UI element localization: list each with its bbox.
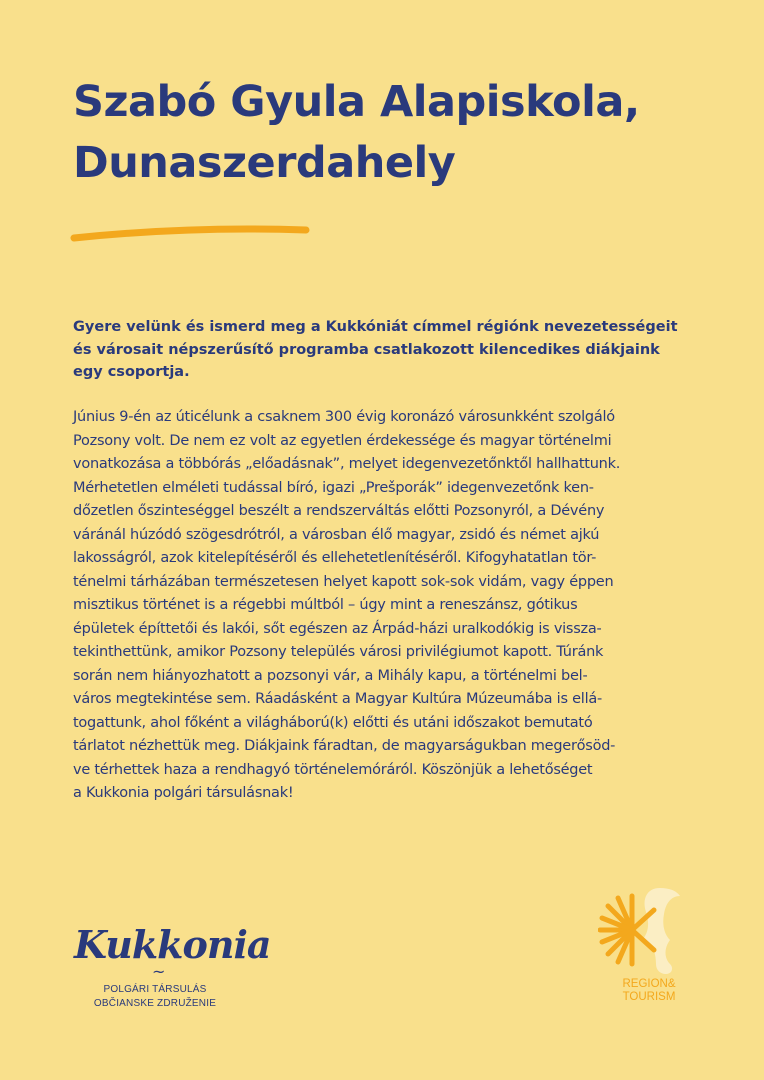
body-line: épületek építtetői és lakói, sőt egészen az Árpád-házi uralkodókig is vissza- bbox=[73, 620, 602, 637]
body-line: tárlatot nézhettük meg. Diákjaink fáradtan, de magyarságukban megerősöd- bbox=[73, 738, 616, 754]
body-line: lakosságról, azok kitelepítéséről és ellehetetlenítéséről. Kifogyhatatlan tör- bbox=[73, 550, 597, 566]
body-line: tekinthettünk, amikor Pozsony település városi privilégiumot kapott. Túránk bbox=[73, 644, 604, 660]
kukkonia-subtitle-hu: POLGÁRI TÁRSULÁS bbox=[103, 984, 207, 995]
lead-paragraph bbox=[73, 316, 713, 384]
region-tourism-logo bbox=[598, 882, 698, 1012]
body-line: ténelmi tárházában természetesen helyet kapott sok-sok vidám, vagy éppen bbox=[73, 573, 614, 590]
lead-line: Gyere velünk és ismerd meg a Kukkóniát címmel régiónk nevezetességeit bbox=[73, 319, 678, 335]
body-line: Mérhetetlen elméleti tudással bíró, igazi „Prešporák” idegenvezetőnk ken- bbox=[73, 479, 594, 496]
body-line: váránál húzódó szögesdrótról, a városban élő magyar, zsidó és német ajkú bbox=[73, 526, 600, 543]
lead-line: és városait népszerűsítő programba csatlakozott kilencedikes diákjaink bbox=[73, 341, 660, 358]
body-line: vonatkozása a többórás „előadásnak”, melyet idegenvezetőnktől hallhattunk. bbox=[73, 456, 621, 472]
body-line: dőzetlen őszinteséggel beszélt a rendszerváltás előtti Pozsonyról, a Dévény bbox=[73, 503, 605, 519]
body-line: togattunk, ahol főként a világháború(k) előtti és utáni időszakot bemutató bbox=[73, 714, 593, 731]
region-tourism-line-1: REGION& bbox=[622, 978, 676, 990]
page-title bbox=[73, 72, 723, 194]
body-line: misztikus történet is a régebbi múltból – úgy mint a reneszánsz, gótikus bbox=[73, 597, 578, 613]
body-paragraph bbox=[73, 406, 713, 806]
title-line-2: Dunaszerdahely bbox=[73, 138, 456, 188]
lead-line: egy csoportja. bbox=[73, 364, 190, 380]
body-line: ve térhettek haza a rendhagyó történelemóráról. Köszönjük a lehetőséget bbox=[73, 761, 593, 778]
kukkonia-tilde: ~ bbox=[152, 962, 166, 981]
body-line: város megtekintése sem. Ráadásként a Magyar Kultúra Múzeumába is ellá- bbox=[73, 691, 602, 707]
body-line: Június 9-én az úticélunk a csaknem 300 évig koronázó városunkként szolgáló bbox=[73, 409, 615, 425]
kukkonia-logo bbox=[60, 920, 271, 1020]
kukkonia-subtitle-sk: OBČIANSKE ZDRUŽENIE bbox=[93, 998, 217, 1009]
body-line: a Kukkonia polgári társulásnak! bbox=[73, 785, 294, 801]
body-line: Pozsony volt. De nem ez volt az egyetlen érdekessége és magyar történelmi bbox=[73, 432, 612, 449]
kukkonia-wordmark: Kukkonia bbox=[74, 922, 271, 967]
title-underline-stroke bbox=[70, 222, 310, 244]
body-line: során nem hiányozhatott a pozsonyi vár, a Mihály kapu, a történelmi bel- bbox=[73, 667, 588, 684]
sun-k-icon bbox=[598, 882, 698, 978]
title-line-1: Szabó Gyula Alapiskola, bbox=[73, 77, 640, 127]
region-tourism-line-2: TOURISM bbox=[622, 991, 676, 1003]
